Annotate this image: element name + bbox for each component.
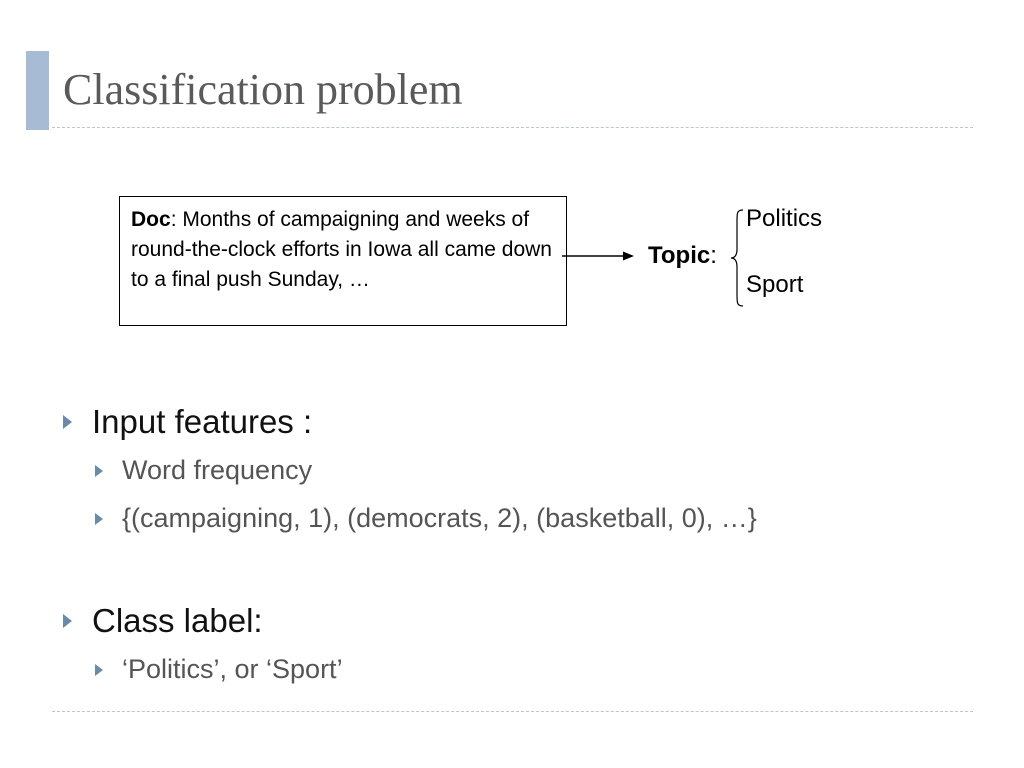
doc-text: : Months of campaigning and weeks of round-the-clock efforts in Iowa all came down to a final push Sunday, … bbox=[131, 208, 552, 291]
sub-bullet-text: ‘Politics’, or ‘Sport’ bbox=[122, 654, 343, 684]
topic-label-text: Topic bbox=[648, 242, 711, 269]
bullet-text: Input features : bbox=[92, 403, 313, 440]
footer-divider bbox=[52, 711, 973, 712]
bullet-triangle-icon bbox=[95, 664, 103, 676]
sub-bullet-labels bbox=[95, 654, 343, 685]
bullet-triangle-icon bbox=[63, 614, 72, 628]
bullet-triangle-icon bbox=[95, 465, 103, 477]
bullet-triangle-icon bbox=[63, 415, 72, 429]
sub-bullet-text: Word frequency bbox=[122, 455, 313, 485]
bullet-input-features bbox=[63, 403, 312, 441]
topic-colon: : bbox=[710, 242, 717, 269]
bullet-triangle-icon bbox=[95, 513, 103, 525]
title-accent-bar bbox=[26, 51, 49, 130]
sub-bullet-word-frequency bbox=[95, 455, 312, 486]
topic-option-politics: Politics bbox=[746, 205, 823, 232]
arrow-icon bbox=[562, 248, 634, 264]
title-divider bbox=[52, 127, 973, 128]
doc-box bbox=[119, 196, 567, 326]
sub-bullet-text: {(campaigning, 1), (democrats, 2), (basketball, 0), …} bbox=[122, 503, 757, 533]
bullet-class-label bbox=[63, 602, 263, 640]
slide-title: Classification problem bbox=[63, 65, 463, 114]
doc-label: Doc bbox=[131, 208, 171, 231]
left-brace-icon bbox=[730, 209, 744, 307]
topic-option-sport: Sport bbox=[746, 271, 804, 298]
sub-bullet-feature-example bbox=[95, 503, 757, 534]
bullet-text: Class label: bbox=[92, 602, 263, 639]
topic-label bbox=[648, 243, 717, 269]
